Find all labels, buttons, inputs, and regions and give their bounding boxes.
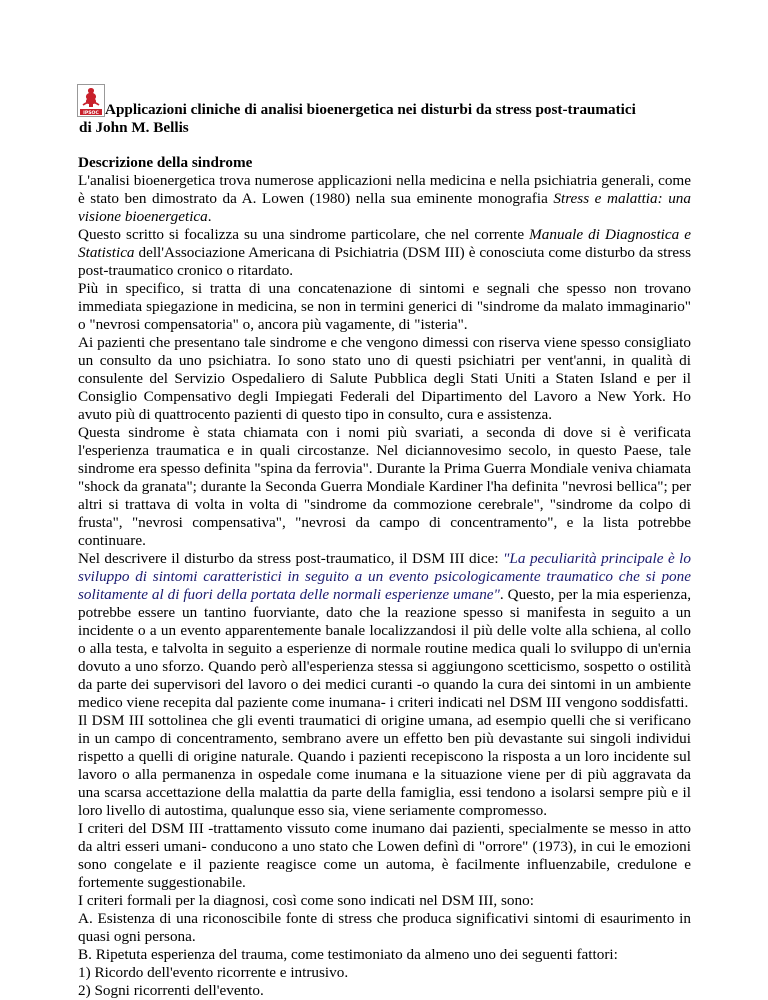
- paragraph-5: Questa sindrome è stata chiamata con i nomi più svariati, a seconda di dove si è verificata l'esperienza traumatica e in quali circostanze. Nel diciannovesimo secolo, in questo Paese, tale sindrome era spesso definita "spina da ferrovia". Durante la Prima Guerra Mondiale veniva chiamata "shock da granata"; durante la Seconda Guerra Mondiale Kardiner l'ha definita "nevrosi bellica"; per altri si trattava di volta in volta di "sindrome da commozione cerebrale", "sindrome da colpo di frusta", "nevrosi compensativa", "nevrosi da campo di concentramento", e la lista potrebbe continuare.: [78, 424, 691, 549]
- criterion-b: B. Ripetuta esperienza del trauma, come testimoniato da almeno uno dei seguenti fattori:: [78, 946, 618, 963]
- paragraph-1-text-a: L'analisi bioenergetica trova numerose applicazioni nella medicina e nella psichiatria generali, come è stato ben dimostrato da A. Lowen (1980) nella sua eminente monografia: [78, 172, 691, 207]
- paragraph-2-text-c: dell'Associazione Americana di Psichiatria (DSM III) è conosciuta come disturbo da stress post-traumatico cronico o ritardato.: [78, 244, 691, 279]
- paragraph-2-text-a: Questo scritto si focalizza su una sindrome particolare, che nel corrente: [78, 226, 530, 243]
- paragraph-6-text-c: . Questo, per la mia esperienza, potrebbe essere un tantino fuorviante, dato che la reazione spesso si manifesta in seguito a un incidente o a un evento apparentemente banale localizzandosi il più delle volte alla schiena, al collo o alla testa, e talvolta in seguito a esperienze di normale routine medica quali lo sviluppo di un'ernia dovuto a uno sforzo. Quando però all'esperienza stessa si aggiungono scetticismo, sospetto o ostilità da parte dei supervisori del lavoro o dei medici curanti -o quando la cura dei sintomi in un ambiente medico viene recepita dal paziente come inumana- i criteri indicati nel DSM III vengono soddisfatti.: [78, 586, 691, 711]
- paragraph-3: Più in specifico, si tratta di una concatenazione di sintomi e segnali che spesso non trovano immediata spiegazione in medicina, se non in termini generici di "sindrome da malato immaginario" o "nevrosi compensatoria" o, ancora più vagamente, di "isteria".: [78, 280, 691, 333]
- criterion-b-item-2: 2) Sogni ricorrenti dell'evento.: [78, 982, 264, 999]
- logo-text: IPSOC: [83, 111, 99, 116]
- section-heading: Descrizione della sindrome: [78, 154, 253, 171]
- paragraph-9: I criteri formali per la diagnosi, così come sono indicati nel DSM III, sono:: [78, 892, 534, 909]
- document-body: [78, 154, 691, 1000]
- ipsoc-logo-icon: [77, 84, 105, 117]
- manual-title: Manuale di Diagnostica e Statistica: [78, 226, 691, 261]
- ipsoc-logo-graphic: [78, 85, 104, 116]
- book-title-stress-e-malattia: Stress e malattia: una visione bioenergetica: [78, 190, 691, 225]
- paragraph-1: [78, 172, 691, 226]
- criterion-b-item-1: 1) Ricordo dell'evento ricorrente e intrusivo.: [78, 964, 349, 981]
- paragraph-8: I criteri del DSM III -trattamento vissuto come inumano dai pazienti, specialmente se messo in atto da altri esseri umani- conducono a uno stato che Lowen definì di "orrore" (1973), in cui le emozioni sono congelate e il paziente reagisce come un automa, è facilmente influenzabile, credulone e fortemente suggestionabile.: [78, 820, 691, 891]
- paragraph-2: [78, 226, 691, 280]
- paragraph-1-text-c: .: [207, 208, 212, 225]
- document-title: Applicazioni cliniche di analisi bioenergetica nei disturbi da stress post-traumatici: [105, 101, 636, 118]
- paragraph-6: [78, 550, 691, 712]
- paragraph-7: Il DSM III sottolinea che gli eventi traumatici di origine umana, ad esempio quelli che si verificano in un campo di concentramento, sembrano avere un effetto ben più devastante sui singoli individui rispetto a quelli di origine naturale. Quando i pazienti recepiscono la risposta a un loro incidente sul lavoro o alla permanenza in ospedale come inumana e la situazione viene per di più aggravata da una scarsa accettazione della malattia da parte della famiglia, essi tendono a isolarsi sempre più e il loro livello di autostima, qualunque esso sia, viene seriamente compromesso.: [78, 712, 691, 819]
- criterion-a: A. Esistenza di una riconoscibile fonte di stress che produca significativi sintomi di esaurimento in quasi ogni persona.: [78, 910, 691, 945]
- paragraph-4: Ai pazienti che presentano tale sindrome e che vengono dimessi con riserva viene spesso consigliato un consulto da uno psichiatra. Io sono stato uno di questi psichiatri per vent'anni, in qualità di consulente del Servizio Ospedaliero di Salute Pubblica degli Stati Uniti a Staten Island e per il Consiglio Compensativo degli Impiegati Federali del Dipartimento del Lavoro a New York. Ho avuto più di quattrocento pazienti di questo tipo in consulto, cura e assistenza.: [78, 334, 691, 423]
- dsm-quote: "La peculiarità principale è lo sviluppo di sintomi caratteristici in seguito a un evento psicologicamente traumatico che si pone solitamente al di fuori della portata delle normali esperienze umane": [78, 550, 691, 603]
- paragraph-6-text-a: Nel descrivere il disturbo da stress post-traumatico, il DSM III dice:: [78, 550, 504, 567]
- document-author: di John M. Bellis: [79, 119, 189, 136]
